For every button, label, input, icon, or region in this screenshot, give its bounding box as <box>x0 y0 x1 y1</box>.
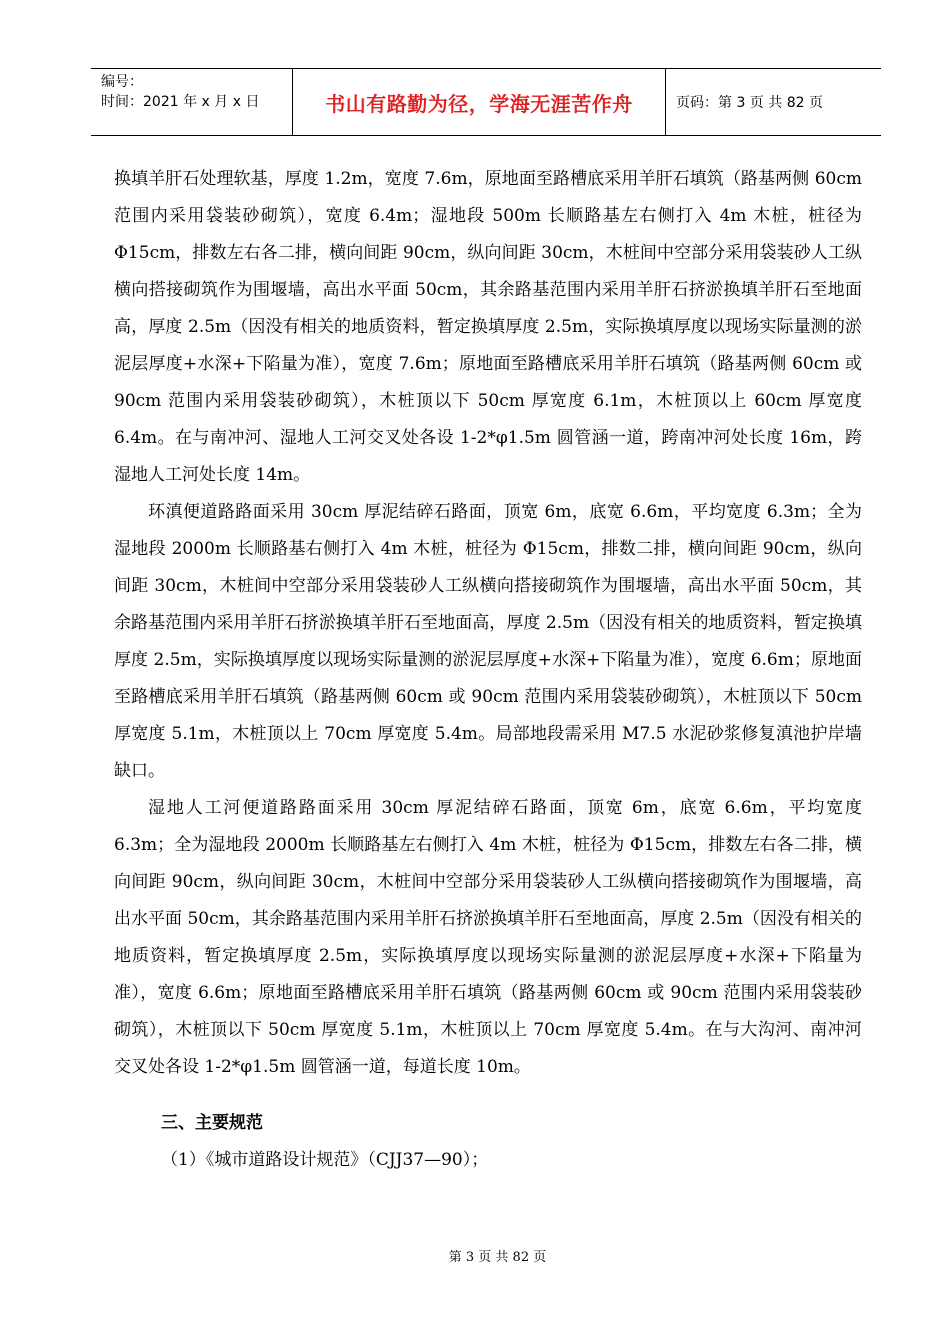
body-paragraph: 环滇便道路路面采用 30cm 厚泥结碎石路面，顶宽 6m，底宽 6.6m，平均宽度 6.3m；全为湿地段 2000m 长顺路基右侧打入 4m 木桩，桩径为 Φ15cm，排数二排，横向间距 90cm，纵向间距 30cm，木桩间中空部分采用袋装砂人工纵横向搭接砌筑作为围堰墙，高出水平面 50cm，其余路基范围内采用羊肝石挤淤换填羊肝石至地面高，厚度 2.5m（因没有相关的地质资料，暂定换填厚度 2.5m，实际换填厚度以现场实际量测的淤泥层厚度+水深+下陷量为准），宽度 6.6m；原地面至路槽底采用羊肝石填筑（路基两侧 60cm 或 90cm 范围内采用袋装砂砌筑），木桩顶以下 50cm 厚宽度 5.1m，木桩顶以上 70cm 厚宽度 5.4m。局部地段需采用 M7.5 水泥砂浆修复滇池护岸墙缺口。 <box>114 502 862 781</box>
document-body <box>114 161 862 1179</box>
header-page-info: 页码：第 3 页 共 82 页 <box>676 95 823 111</box>
document-time-label: 时间：2021 年 x 月 x 日 <box>101 94 260 110</box>
header-motto: 书山有路勤为径，学海无涯苦作舟 <box>293 69 666 135</box>
spec-list-item: （1）《城市道路设计规范》（CJJ37—90）； <box>161 1150 489 1170</box>
page-header <box>91 68 881 136</box>
body-paragraph: 湿地人工河便道路路面采用 30cm 厚泥结碎石路面，顶宽 6m，底宽 6.6m，平均宽度 6.3m；全为湿地段 2000m 长顺路基左右侧打入 4m 木桩，桩径为 Φ15cm，排数左右各二排，横向间距 90cm，纵向间距 30cm，木桩间中空部分采用袋装砂人工纵横向搭接砌筑作为围堰墙，高出水平面 50cm，其余路基范围内采用羊肝石挤淤换填羊肝石至地面高，厚度 2.5m（因没有相关的地质资料，暂定换填厚度 2.5m，实际换填厚度以现场实际量测的淤泥层厚度+水深+下陷量为准），宽度 6.6m；原地面至路槽底采用羊肝石填筑（路基两侧 60cm 或 90cm 范围内采用袋装砂砌筑），木桩顶以下 50cm 厚宽度 5.1m，木桩顶以上 70cm 厚宽度 5.4m。在与大沟河、南冲河交叉处各设 1-2*φ1.5m 圆管涵一道，每道长度 10m。 <box>114 798 862 1077</box>
page-footer: 第 3 页 共 82 页 <box>448 1250 547 1265</box>
header-meta-cell <box>91 69 293 135</box>
document-number-label: 编号： <box>101 74 143 90</box>
body-paragraph: 换填羊肝石处理软基，厚度 1.2m，宽度 7.6m，原地面至路槽底采用羊肝石填筑（路基两侧 60cm 范围内采用袋装砂砌筑），宽度 6.4m；湿地段 500m 长顺路基左右侧打入 4m 木桩，桩径为 Φ15cm，排数左右各二排，横向间距 90cm，纵向间距 30cm，木桩间中空部分采用袋装砂人工纵横向搭接砌筑作为围堰墙，高出水平面 50cm，其余路基范围内采用羊肝石挤淤换填羊肝石至地面高，厚度 2.5m（因没有相关的地质资料，暂定换填厚度 2.5m，实际换填厚度以现场实际量测的淤泥层厚度+水深+下陷量为准），宽度 7.6m；原地面至路槽底采用羊肝石填筑（路基两侧 60cm 或 90cm 范围内采用袋装砂砌筑），木桩顶以下 50cm 厚宽度 6.1m，木桩顶以上 60cm 厚宽度 6.4m。在与南冲河、湿地人工河交叉处各设 1-2*φ1.5m 圆管涵一道，跨南冲河处长度 16m，跨湿地人工河处长度 14m。 <box>114 169 862 485</box>
section-heading: 三、主要规范 <box>161 1113 263 1133</box>
